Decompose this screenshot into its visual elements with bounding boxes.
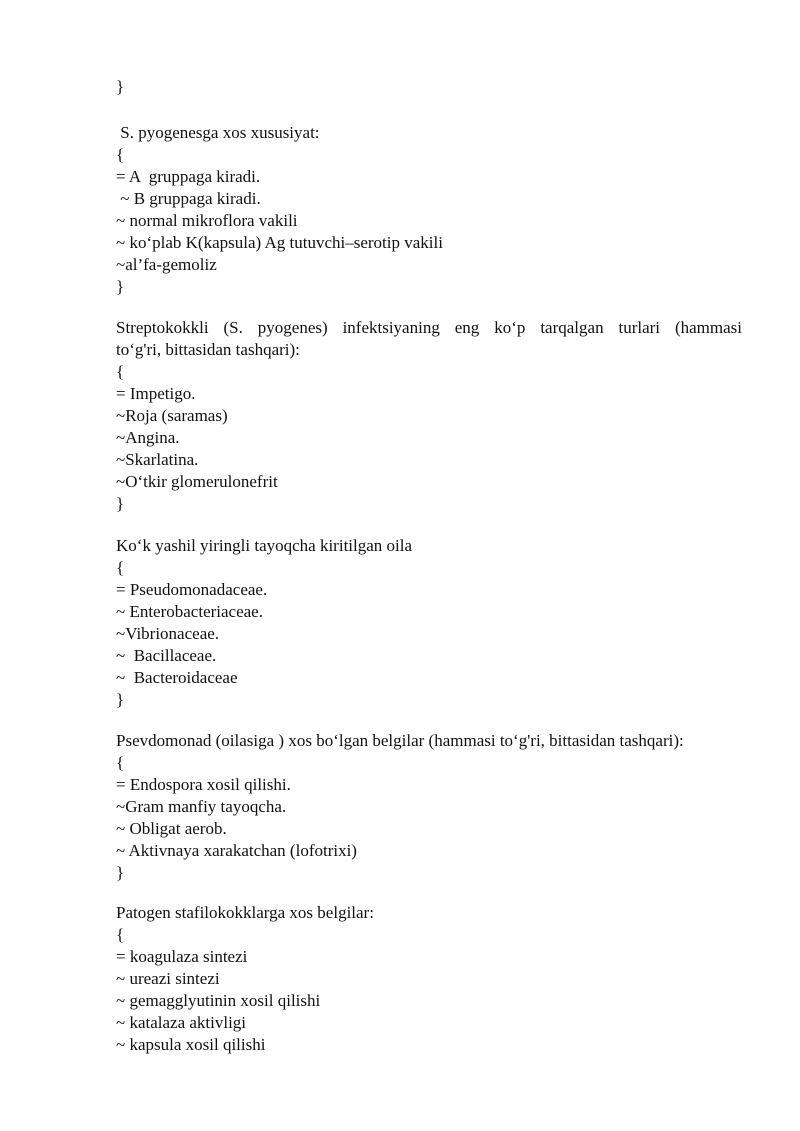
answer-line: = Pseudomonadaceae. [116,580,268,599]
answer-line: ~Gram manfiy tayoqcha. [116,797,287,816]
closing-brace: } [116,690,125,709]
question-2-title-line-1: Streptokokkli (S. pyogenes) infektsiyaning eng ko‘p tarqalgan turlari (hammasi [116,318,742,337]
answer-line: ~ Aktivnaya xarakatchan (lofotrixi) [116,841,357,860]
question-4-title: Psevdomonad (oilasiga ) xos bo‘lgan belgilar (hammasi to‘g'ri, bittasidan tashqari): [116,731,684,750]
question-2-title-line-2: to‘g'ri, bittasidan tashqari): [116,340,300,359]
answer-line: ~Roja (saramas) [116,406,228,425]
question-5-title: Patogen stafilokokklarga xos belgilar: [116,903,374,922]
answer-line: ~ Enterobacteriaceae. [116,602,263,621]
closing-brace: } [116,77,125,96]
answer-line: ~ Obligat aerob. [116,819,227,838]
answer-line: ~Angina. [116,428,180,447]
question-1-title: S. pyogenesga xos xususiyat: [116,123,320,142]
closing-brace: } [116,863,125,882]
answer-line: ~ normal mikroflora vakili [116,211,298,230]
opening-brace: { [116,145,125,164]
answer-line: = koagulaza sintezi [116,947,248,966]
answer-line: ~ kapsula xosil qilishi [116,1035,266,1054]
closing-brace: } [116,277,125,296]
closing-brace: } [116,494,125,513]
answer-line: ~Vibrionaceae. [116,624,220,643]
opening-brace: { [116,362,125,381]
answer-line: ~al’fa-gemoliz [116,255,217,274]
answer-line: ~ ureazi sintezi [116,969,220,988]
answer-line: ~O‘tkir glomerulonefrit [116,472,278,491]
answer-line: ~Skarlatina. [116,450,199,469]
opening-brace: { [116,558,125,577]
answer-line: ~ Bacteroidaceae [116,668,238,687]
answer-line: ~ katalaza aktivligi [116,1013,247,1032]
answer-line: = A gruppaga kiradi. [116,167,261,186]
answer-line: ~ B gruppaga kiradi. [116,189,261,208]
question-3-title: Ko‘k yashil yiringli tayoqcha kiritilgan oila [116,536,413,555]
answer-line: ~ Bacillaceae. [116,646,217,665]
answer-line: ~ ko‘plab K(kapsula) Ag tutuvchi–serotip vakili [116,233,443,252]
answer-line: = Impetigo. [116,384,196,403]
opening-brace: { [116,753,125,772]
answer-line: ~ gemagglyutinin xosil qilishi [116,991,321,1010]
answer-line: = Endospora xosil qilishi. [116,775,291,794]
opening-brace: { [116,925,125,944]
